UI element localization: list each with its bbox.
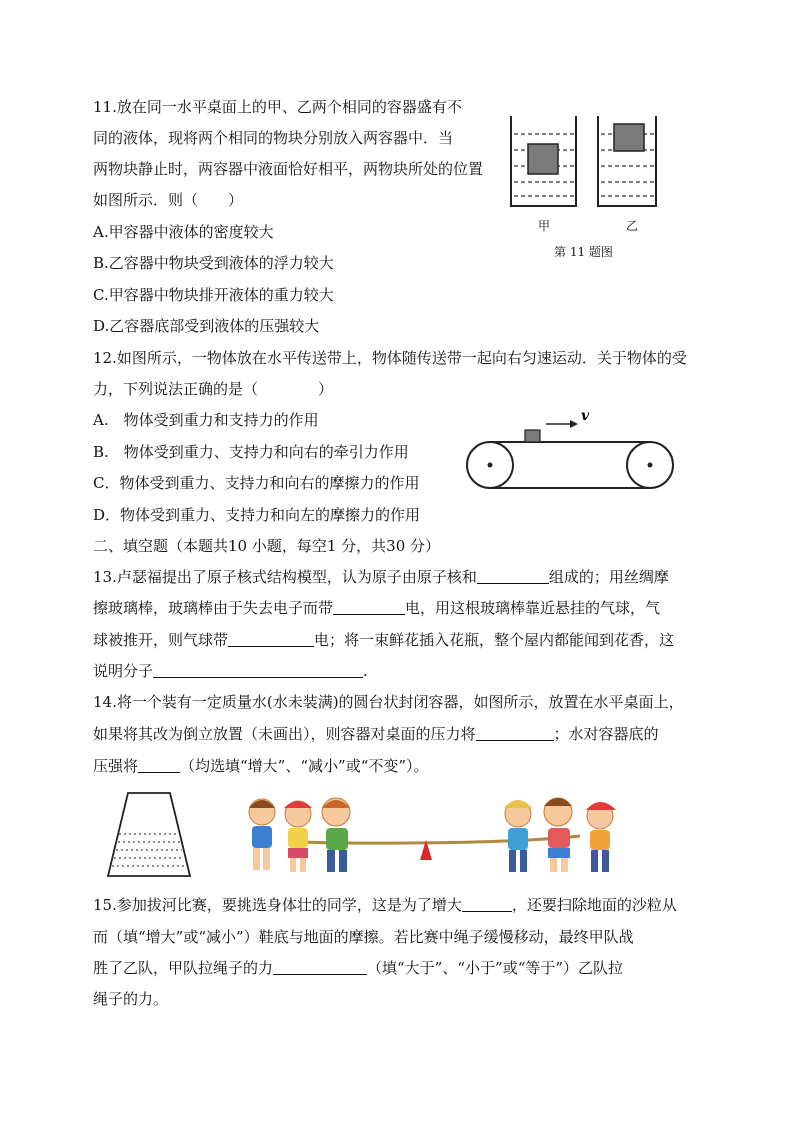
q13-text: 电；将一束鲜花插入花瓶，整个屋内都能闻到花香，这 bbox=[314, 631, 675, 649]
velocity-label: v bbox=[581, 408, 590, 424]
object-block bbox=[525, 430, 540, 442]
q12-option-a: A. 物体受到重力和支持力的作用 bbox=[93, 411, 319, 429]
tug-of-war-illustration bbox=[240, 788, 632, 880]
answer-blank[interactable] bbox=[153, 661, 363, 678]
q13-text: 擦玻璃棒，玻璃棒由于失去电子而带 bbox=[93, 599, 334, 617]
q12-option-b: B. 物体受到重力、支持力和向右的牵引力作用 bbox=[93, 443, 409, 461]
q12-option-d: D．物体受到重力、支持力和向左的摩擦力的作用 bbox=[93, 506, 421, 524]
answer-blank[interactable] bbox=[228, 630, 314, 647]
q14-frustum-container-figure bbox=[104, 790, 194, 880]
q14-line-2 bbox=[93, 724, 659, 744]
q11-stem-line-1: 11.放在同一水平桌面上的甲、乙两个相同的容器盛有不 bbox=[93, 98, 462, 116]
q15-line-1 bbox=[93, 895, 677, 915]
q13-line-2 bbox=[93, 598, 660, 618]
q11-label-b: 乙 bbox=[626, 219, 639, 233]
q11-figure-caption: 第 11 题图 bbox=[554, 245, 613, 259]
q11-option-d: D.乙容器底部受到液体的压强较大 bbox=[93, 317, 320, 335]
q11-stem-line-4: 如图所示．则（ ） bbox=[93, 191, 244, 209]
q12-stem-line-2: 力，下列说法正确的是（ ） bbox=[93, 380, 334, 398]
q13-text: 球被推开，则气球带 bbox=[93, 631, 229, 649]
q14-text: 如果将其改为倒立放置（未画出），则容器对桌面的压力将 bbox=[93, 725, 476, 743]
q14-text: ；水对容器底的 bbox=[553, 725, 659, 743]
q15-line-3 bbox=[93, 958, 623, 978]
q11-stem-line-2: 同的液体，现将两个相同的物块分别放入两容器中．当 bbox=[93, 129, 454, 147]
q11-option-c: C.甲容器中物块排开液体的重力较大 bbox=[93, 286, 334, 304]
q13-line-1 bbox=[93, 567, 669, 587]
q15-line-4: 绳子的力。 bbox=[93, 990, 169, 1008]
q11-option-b: B.乙容器中物块受到液体的浮力较大 bbox=[93, 254, 334, 272]
block-a bbox=[528, 144, 558, 174]
q15-text: 15.参加拔河比赛，要挑选身体壮的同学，这是为了增大 bbox=[93, 896, 462, 914]
q14-text: （均选填“增大”、“减小”或“不变”）。 bbox=[180, 757, 429, 775]
answer-blank[interactable] bbox=[476, 724, 554, 741]
q15-text: ，还要扫除地面的沙粒从 bbox=[511, 896, 677, 914]
q11-containers-figure bbox=[508, 112, 658, 212]
answer-blank[interactable] bbox=[462, 895, 512, 912]
container-b bbox=[598, 116, 656, 206]
q15-text: （填“大于”、“小于”或“等于”）乙队拉 bbox=[367, 959, 624, 977]
team-left bbox=[249, 798, 350, 872]
answer-blank[interactable] bbox=[477, 567, 549, 584]
q13-line-4 bbox=[93, 661, 368, 681]
q11-stem-line-3: 两物块静止时，两容器中液面恰好相平，两物块所处的位置 bbox=[93, 160, 484, 178]
q13-text: . bbox=[363, 662, 368, 680]
q13-text: 13.卢瑟福提出了原子核式结构模型，认为原子由原子核和 bbox=[93, 568, 477, 586]
block-b bbox=[614, 124, 644, 151]
conveyor-belt bbox=[467, 442, 673, 488]
team-right bbox=[504, 798, 616, 872]
q13-text: 组成的；用丝绸摩 bbox=[548, 568, 669, 586]
section-heading: 二、填空题（本题共10 小题，每空1 分，共30 分） bbox=[93, 537, 441, 555]
q14-text: 压强将 bbox=[93, 757, 139, 775]
q14-line-1: 14.将一个装有一定质量水(水未装满)的圆台状封闭容器，如图所示，放置在水平桌面上， bbox=[93, 693, 684, 711]
velocity-arrow bbox=[546, 420, 578, 428]
q12-option-c: C．物体受到重力、支持力和向右的摩擦力的作用 bbox=[93, 474, 420, 492]
container-a bbox=[511, 116, 576, 206]
q13-text: 电，用这根玻璃棒靠近悬挂的气球，气 bbox=[405, 599, 661, 617]
answer-blank[interactable] bbox=[333, 598, 405, 615]
q13-line-3 bbox=[93, 630, 674, 650]
q12-conveyor-figure bbox=[462, 404, 678, 496]
q15-text: 胜了乙队，甲队拉绳子的力 bbox=[93, 959, 274, 977]
q11-option-a: A.甲容器中液体的密度较大 bbox=[93, 223, 274, 241]
q14-line-3 bbox=[93, 756, 429, 776]
q13-text: 说明分子 bbox=[93, 662, 154, 680]
answer-blank[interactable] bbox=[138, 756, 180, 773]
q11-label-a: 甲 bbox=[538, 219, 551, 233]
q12-stem-line-1: 12.如图所示，一物体放在水平传送带上，物体随传送带一起向右匀速运动．关于物体的受 bbox=[93, 349, 687, 367]
q15-line-2: 而（填“增大”或“减小”）鞋底与地面的摩擦。若比赛中绳子缓慢移动，最终甲队战 bbox=[93, 928, 634, 946]
answer-blank[interactable] bbox=[273, 958, 367, 975]
